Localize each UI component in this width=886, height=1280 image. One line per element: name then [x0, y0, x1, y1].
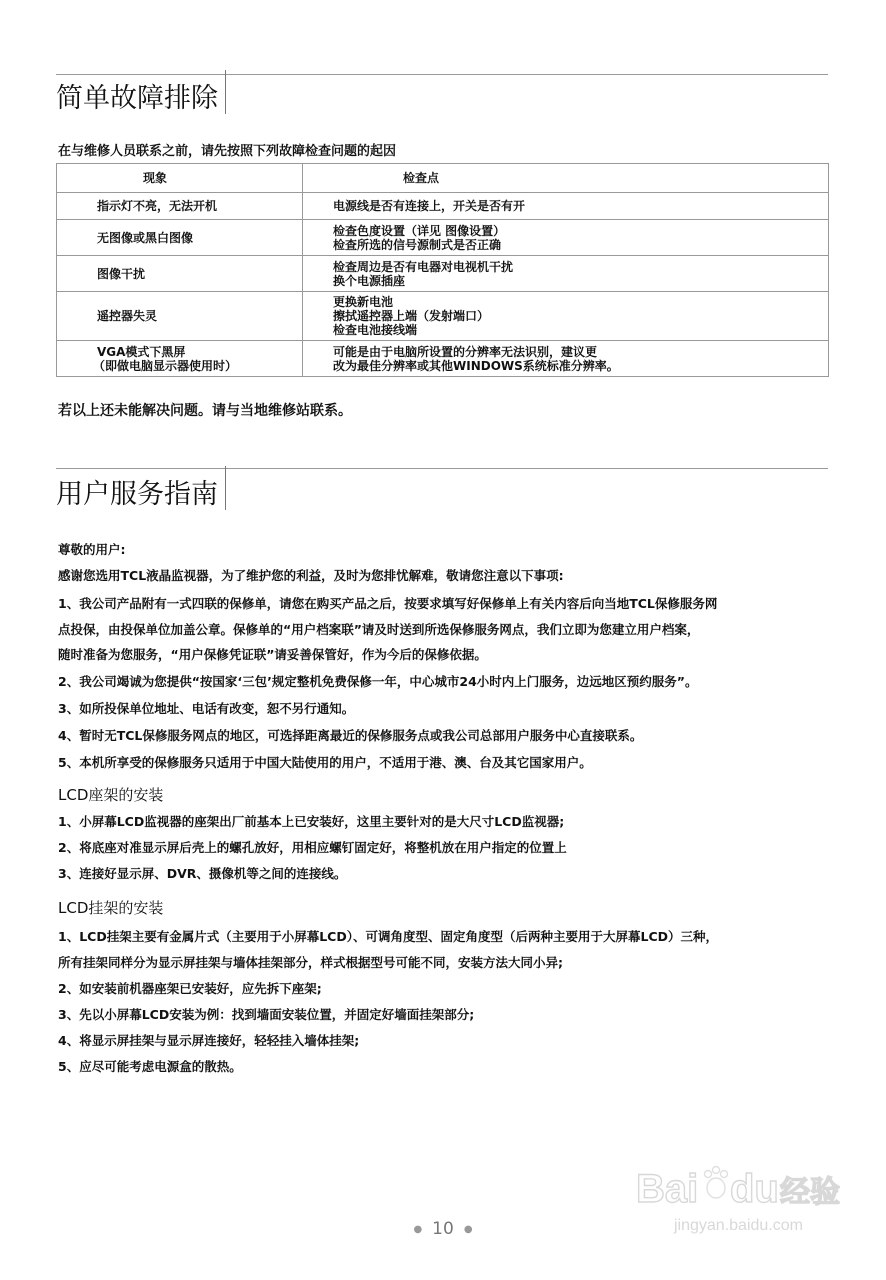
check-line: 更换新电池 — [333, 295, 394, 309]
watermark-brand-left: Bai — [636, 1167, 699, 1211]
mount-line: 所有挂架同样分为显示屏挂架与墙体挂架部分，样式根据型号可能不同，安装方法大同小异; — [58, 955, 564, 970]
service-line: 点投保，由投保单位加盖公章。保修单的“用户档案联”请及时送到所选保修服务网点，我们立即为您建立用户档案， — [58, 622, 700, 637]
service-line: 3、如所投保单位地址、电话有改变，恕不另行通知。 — [58, 701, 355, 716]
checkpoint-cell — [303, 341, 829, 377]
section-title-text: 用户服务指南 — [56, 479, 218, 510]
service-line: 1、我公司产品附有一式四联的保修单，请您在购买产品之后，按要求填写好保修单上有关内容后向当地TCL保修服务网 — [58, 596, 718, 611]
check-line: 换个电源插座 — [333, 273, 406, 288]
title-divider — [225, 466, 226, 510]
table-row — [57, 256, 829, 292]
service-line: 5、本机所享受的保修服务只适用于中国大陆使用的用户，不适用于港、澳、台及其它国家用户。 — [58, 755, 592, 770]
section-title-service — [56, 478, 224, 512]
title-divider — [225, 70, 226, 114]
check-line: 电源线是否有连接上，开关是否有开 — [333, 199, 526, 213]
check-line: 改为最佳分辨率或其他WINDOWS系统标准分辨率。 — [333, 358, 619, 373]
watermark-brand-right: du — [730, 1167, 779, 1211]
header-checkpoint: 检查点 — [303, 164, 829, 193]
checkpoint-cell — [303, 256, 829, 292]
symptom-line: 图像干扰 — [97, 266, 146, 281]
symptom-line: （即做电脑显示器使用时） — [93, 358, 238, 373]
opening-paragraph: 感谢您选用TCL液晶监视器，为了维护您的利益，及时为您排忧解难，敬请您注意以下事项: — [58, 568, 564, 583]
mount-line: 1、LCD挂架主要有金属片式（主要用于小屏幕LCD）、可调角度型、固定角度型（后两种主要用于大屏幕LCD）三种， — [58, 929, 718, 944]
section-rule-top — [56, 74, 828, 75]
mount-line: 3、先以小屏幕LCD安装为例：找到墙面安装位置，并固定好墙面挂架部分; — [58, 1007, 475, 1022]
checkpoint-cell — [303, 220, 829, 256]
mount-line: 4、将显示屏挂架与显示屏连接好，轻轻挂入墙体挂架; — [58, 1033, 360, 1048]
table-row — [57, 292, 829, 341]
table-header-row — [57, 164, 829, 193]
symptom-cell — [57, 193, 303, 220]
service-line: 2、我公司竭诚为您提供“按国家‘三包’规定整机免费保修一年，中心城市24小时内上门服务，边远地区预约服务”。 — [58, 674, 698, 689]
symptom-line: VGA模式下黑屏 — [97, 344, 186, 359]
mount-install-heading: LCD挂架的安装 — [58, 899, 164, 917]
symptom-line: 遥控器失灵 — [97, 309, 158, 323]
table-row — [57, 220, 829, 256]
check-line: 检查所选的信号源制式是否正确 — [333, 237, 502, 252]
symptom-line: 指示灯不亮，无法开机 — [97, 199, 218, 213]
troubleshooting-table — [56, 163, 829, 377]
check-line: 检查色度设置（详见 图像设置） — [333, 223, 506, 238]
stand-line: 3、连接好显示屏、DVR、摄像机等之间的连接线。 — [58, 866, 347, 881]
section-rule-service — [56, 468, 828, 469]
stand-line: 1、小屏幕LCD监视器的座架出厂前基本上已安装好，这里主要针对的是大尺寸LCD监视器; — [58, 814, 565, 829]
dot-icon: ● — [463, 1223, 473, 1235]
check-line: 可能是由于电脑所设置的分辨率无法识别，建议更 — [333, 344, 598, 359]
page-number-text: 10 — [432, 1219, 454, 1239]
service-line: 4、暂时无TCL保修服务网点的地区，可选择距离最近的保修服务点或我公司总部用户服务中心直接联系。 — [58, 728, 643, 743]
intro-text: 在与维修人员联系之前，请先按照下列故障检查问题的起因 — [58, 144, 397, 159]
checkpoint-cell — [303, 292, 829, 341]
check-line: 检查周边是否有电器对电视机干扰 — [333, 259, 514, 274]
paw-icon — [705, 1167, 728, 1199]
symptom-line: 无图像或黑白图像 — [97, 230, 194, 245]
mount-line: 2、如安装前机器座架已安装好，应先拆下座架; — [58, 981, 322, 996]
stand-install-heading: LCD座架的安装 — [58, 786, 164, 804]
page-number — [0, 1219, 886, 1239]
checkpoint-cell — [303, 193, 829, 220]
table-row — [57, 193, 829, 220]
watermark-url: jingyan.baidu.com — [674, 1217, 803, 1234]
section-title-text: 简单故障排除 — [56, 83, 218, 114]
symptom-cell — [57, 256, 303, 292]
section-title-troubleshooting — [56, 82, 224, 116]
after-table-note: 若以上还未能解决问题。请与当地维修站联系。 — [58, 403, 352, 419]
table-row — [57, 341, 829, 377]
watermark-brand-cn: 经验 — [780, 1175, 840, 1210]
header-symptom: 现象 — [57, 164, 303, 193]
salutation: 尊敬的用户: — [58, 542, 126, 557]
symptom-cell — [57, 220, 303, 256]
check-line: 擦拭遥控器上端（发射端口） — [333, 309, 490, 323]
check-line: 检查电池接线端 — [333, 323, 418, 337]
stand-line: 2、将底座对准显示屏后壳上的螺孔放好，用相应螺钉固定好，将整机放在用户指定的位置上 — [58, 840, 567, 855]
service-line: 随时准备为您服务，“用户保修凭证联”请妥善保管好，作为今后的保修依据。 — [58, 647, 487, 662]
symptom-cell — [57, 292, 303, 341]
mount-line: 5、应尽可能考虑电源盒的散热。 — [58, 1059, 242, 1074]
dot-icon: ● — [413, 1223, 423, 1235]
symptom-cell — [57, 341, 303, 377]
